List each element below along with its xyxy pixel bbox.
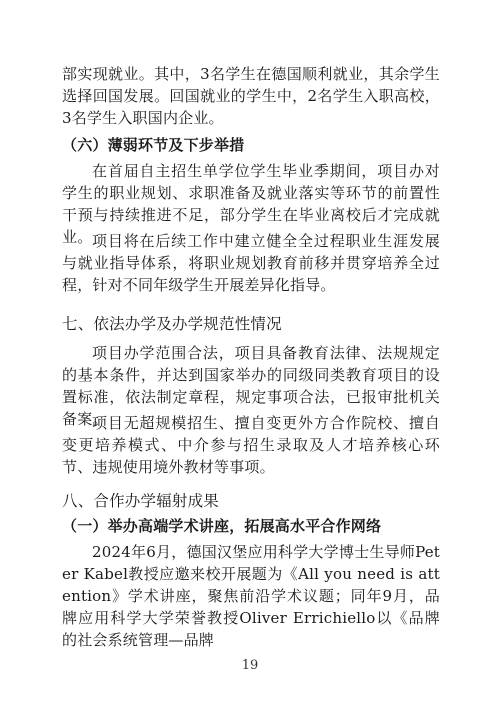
paragraph-weak-links: 在首届自主招生单学位学生毕业季期间，项目办对学生的职业规划、求职准备及就业落实等环节的前置性干预与持续推进不足，部分学生在毕业离校后才完成就业。 [62,162,440,246]
paragraph-next-steps: 项目将在后续工作中建立健全全过程职业生涯发展与就业指导体系，将职业规划教育前移并贯穿培养全过程，针对不同年级学生开展差异化指导。 [62,232,440,294]
paragraph-compliance-scope: 项目办学范围合法，项目具备教育法律、法规规定的基本条件，并达到国家举办的同级同类教育项目的设置标准，依法制定章程，规定事项合法，已报审批机关备案。 [62,344,440,428]
subheading-lectures: （一）举办高端学术讲座，拓展高水平合作网络 [62,517,382,535]
paragraph-lectures: 2024年6月，德国汉堡应用科学大学博士生导师Peter Kabel教授应邀来校开展题为《All you need is attention》学术讲座，聚焦前沿学术议题；同年9月，品牌应用科学大学荣誉教授Oliver Errichiello以《品牌的社会系统管理—品牌 [62,543,440,649]
section-heading-outcomes: 八、合作办学辐射成果 [62,492,220,510]
section-heading-compliance: 七、依法办学及办学规范性情况 [62,315,282,333]
paragraph-compliance-items: 项目无超规模招生、擅自变更外方合作院校、擅自变更培养模式、中介参与招生录取及人才培养核心环节、违规使用境外教材等事项。 [62,414,440,476]
subheading-weak-links: （六）薄弱环节及下步举措 [62,136,245,154]
page-number: 19 [241,658,259,673]
paragraph-employment-result: 部实现就业。其中，3名学生在德国顺利就业，其余学生选择回国发展。回国就业的学生中，2名学生入职高校，3名学生入职国内企业。 [62,65,440,127]
